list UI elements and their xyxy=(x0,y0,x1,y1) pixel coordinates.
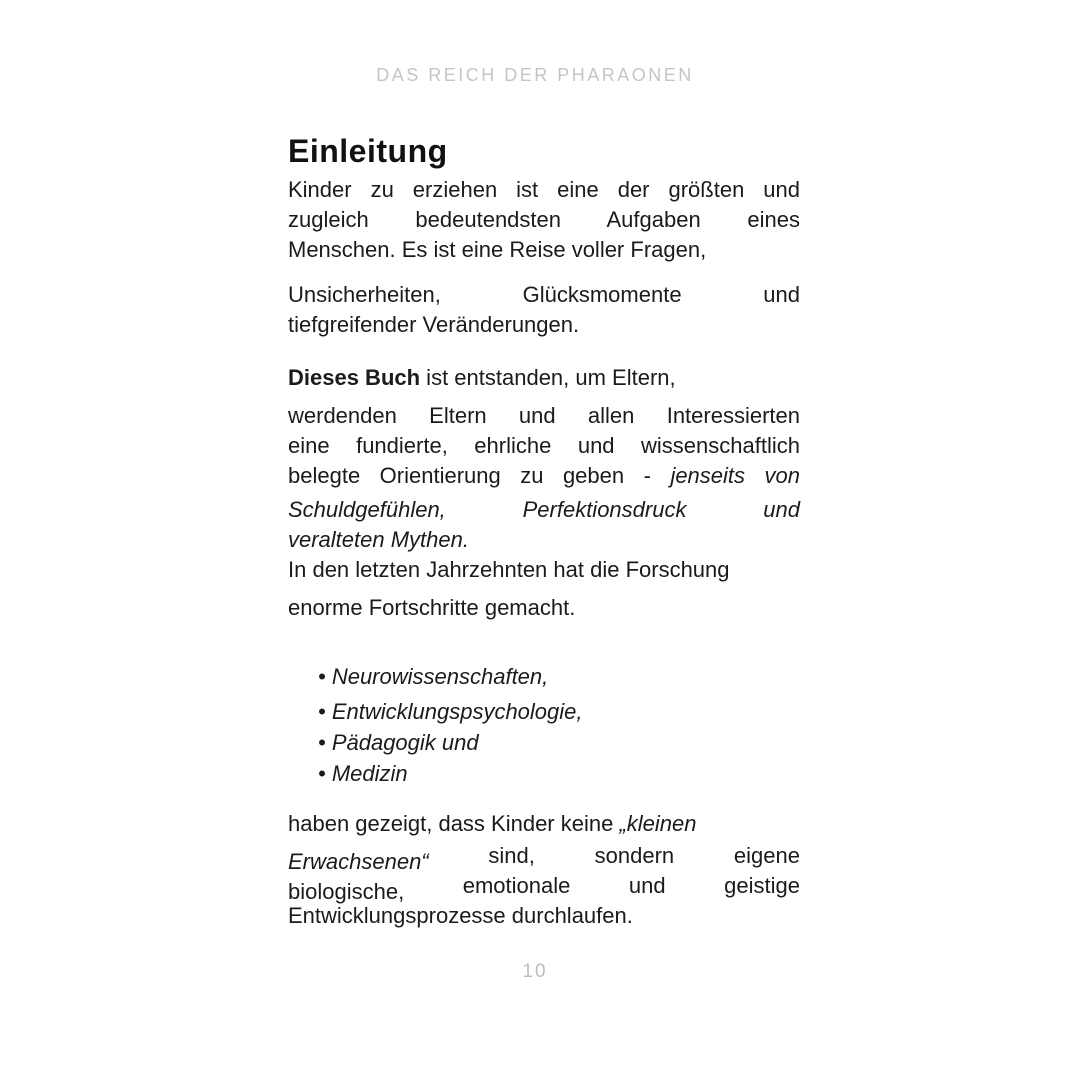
intro-paragraph-1 xyxy=(288,175,800,265)
text-line xyxy=(288,175,800,205)
text-line xyxy=(288,310,800,340)
book-purpose-paragraph xyxy=(288,363,800,555)
content-blocks xyxy=(288,175,800,931)
italic-text-segment: • Pädagogik und xyxy=(318,730,479,755)
italic-text-segment: jenseits von xyxy=(670,463,800,488)
text-segment: zugleich bedeutendsten Aufgaben eines xyxy=(288,207,800,232)
text-column xyxy=(288,131,800,931)
bold-text-segment: Dieses Buch xyxy=(288,365,421,390)
text-line xyxy=(288,841,800,874)
research-paragraph xyxy=(288,555,800,623)
text-segment: werdenden Eltern und allen Interessierten xyxy=(288,403,800,428)
text-line xyxy=(288,461,800,491)
italic-text-segment: Erwachsenen“ xyxy=(288,849,489,874)
text-segment: belegte Orientierung zu geben - xyxy=(288,463,671,488)
text-line xyxy=(288,280,800,310)
running-header: DAS REICH DER PHARAONEN xyxy=(376,65,694,85)
text-line xyxy=(288,809,800,839)
text-line xyxy=(318,697,800,727)
conclusion-paragraph xyxy=(288,809,800,931)
text-line xyxy=(288,431,800,461)
text-line xyxy=(288,235,800,265)
italic-text-segment: veralteten Mythen. xyxy=(288,527,469,552)
text-line xyxy=(288,495,800,525)
text-segment: emotionale und geistige xyxy=(462,873,800,898)
intro-paragraph-2 xyxy=(288,280,800,340)
page-title: Einleitung xyxy=(288,133,448,169)
text-segment: Entwicklungsprozesse durchlaufen. xyxy=(288,903,633,928)
text-segment: Unsicherheiten, Glücksmomente und xyxy=(288,282,800,307)
text-line xyxy=(288,593,800,623)
text-segment: ist entstanden, um Eltern, xyxy=(420,365,676,390)
disciplines-list xyxy=(288,662,800,789)
text-segment: eine fundierte, ehrliche und wissenschaftlich xyxy=(288,433,800,458)
text-segment: sind, sondern eigene xyxy=(488,843,800,868)
text-line xyxy=(288,363,800,393)
italic-text-segment: • Entwicklungspsychologie, xyxy=(318,699,583,724)
italic-text-segment: • Medizin xyxy=(318,761,408,786)
text-segment: Kinder zu erziehen ist eine der größten und xyxy=(288,177,800,202)
text-segment: haben gezeigt, dass Kinder keine xyxy=(288,811,620,836)
italic-text-segment: „kleinen xyxy=(619,811,697,836)
text-segment: biologische, xyxy=(288,879,463,904)
text-segment: enorme Fortschritte gemacht. xyxy=(288,595,576,620)
text-line xyxy=(288,901,800,931)
text-line xyxy=(318,759,800,789)
text-line xyxy=(288,401,800,431)
text-line xyxy=(288,871,800,904)
text-line xyxy=(288,525,800,555)
text-line xyxy=(318,728,800,758)
text-segment: In den letzten Jahrzehnten hat die Forschung xyxy=(288,557,730,582)
text-line xyxy=(318,662,800,692)
text-line xyxy=(288,205,800,235)
text-line xyxy=(288,555,800,585)
text-segment: tiefgreifender Veränderungen. xyxy=(288,312,580,337)
italic-text-segment: Schuldgefühlen, Perfektionsdruck und xyxy=(288,497,800,522)
text-segment: Menschen. Es ist eine Reise voller Fragen, xyxy=(288,237,707,262)
italic-text-segment: • Neurowissenschaften, xyxy=(318,664,549,689)
page-number: 10 xyxy=(522,961,548,982)
